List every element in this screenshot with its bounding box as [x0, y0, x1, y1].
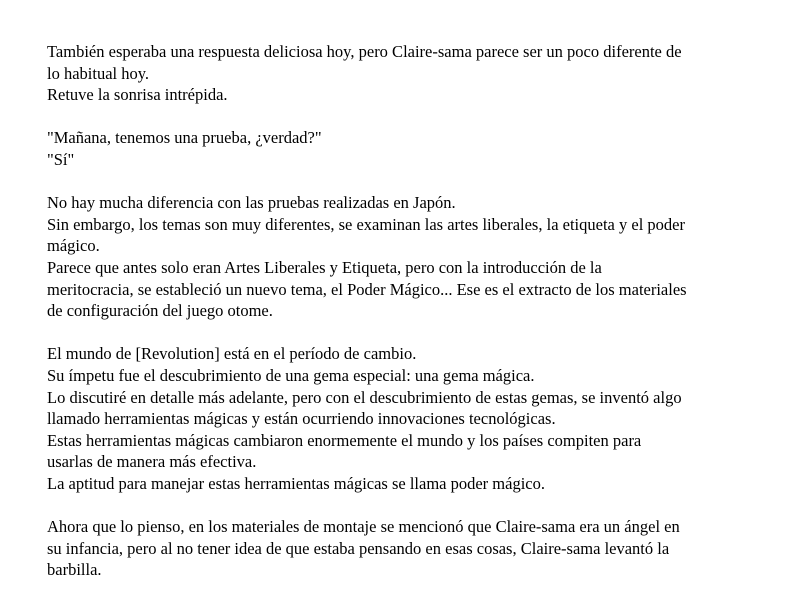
- text-line: Sin embargo, los temas son muy diferentes, se examinan las artes liberales, la etiqueta y el poder: [47, 214, 685, 234]
- text-line: La aptitud para manejar estas herramientas mágicas se llama poder mágico.: [47, 473, 545, 493]
- text-line: Estas herramientas mágicas cambiaron enormemente el mundo y los países compiten para: [47, 430, 642, 450]
- text-line: llamado herramientas mágicas y están ocurriendo innovaciones tecnológicas.: [47, 409, 556, 429]
- paragraph-2: [47, 127, 757, 170]
- paragraph-4: [47, 343, 757, 494]
- text-line: barbilla.: [47, 560, 102, 580]
- text-line: Lo discutiré en detalle más adelante, pero con el descubrimiento de estas gemas, se inventó algo: [47, 387, 682, 407]
- text-line: usarlas de manera más efectiva.: [47, 452, 257, 472]
- text-line: También esperaba una respuesta deliciosa hoy, pero Claire-sama parece ser un poco diferente de: [47, 42, 682, 61]
- text-line: mágico.: [47, 236, 100, 256]
- text-line: su infancia, pero al no tener idea de que estaba pensando en esas cosas, Claire-sama levantó la: [47, 538, 670, 558]
- text-line: Su ímpetu fue el descubrimiento de una gema especial: una gema mágica.: [47, 365, 535, 385]
- text-line: No hay mucha diferencia con las pruebas realizadas en Japón.: [47, 193, 456, 213]
- text-line: de configuración del juego otome.: [47, 301, 273, 321]
- paragraph-1: [47, 41, 757, 106]
- paragraph-5: [47, 516, 757, 581]
- text-line: Parece que antes solo eran Artes Liberales y Etiqueta, pero con la introducción de la: [47, 257, 602, 277]
- text-line: "Sí": [47, 149, 75, 169]
- text-line: lo habitual hoy.: [47, 63, 150, 83]
- text-line: "Mañana, tenemos una prueba, ¿verdad?": [47, 128, 322, 148]
- text-line: Ahora que lo pienso, en los materiales de montaje se mencionó que Claire-sama era un ángel en: [47, 517, 680, 537]
- paragraph-3: [47, 192, 757, 322]
- text-line: El mundo de [Revolution] está en el período de cambio.: [47, 344, 417, 364]
- document-body: [47, 41, 757, 581]
- text-line: meritocracia, se estableció un nuevo tema, el Poder Mágico... Ese es el extracto de los materiales: [47, 279, 687, 299]
- text-line: Retuve la sonrisa intrépida.: [47, 85, 228, 105]
